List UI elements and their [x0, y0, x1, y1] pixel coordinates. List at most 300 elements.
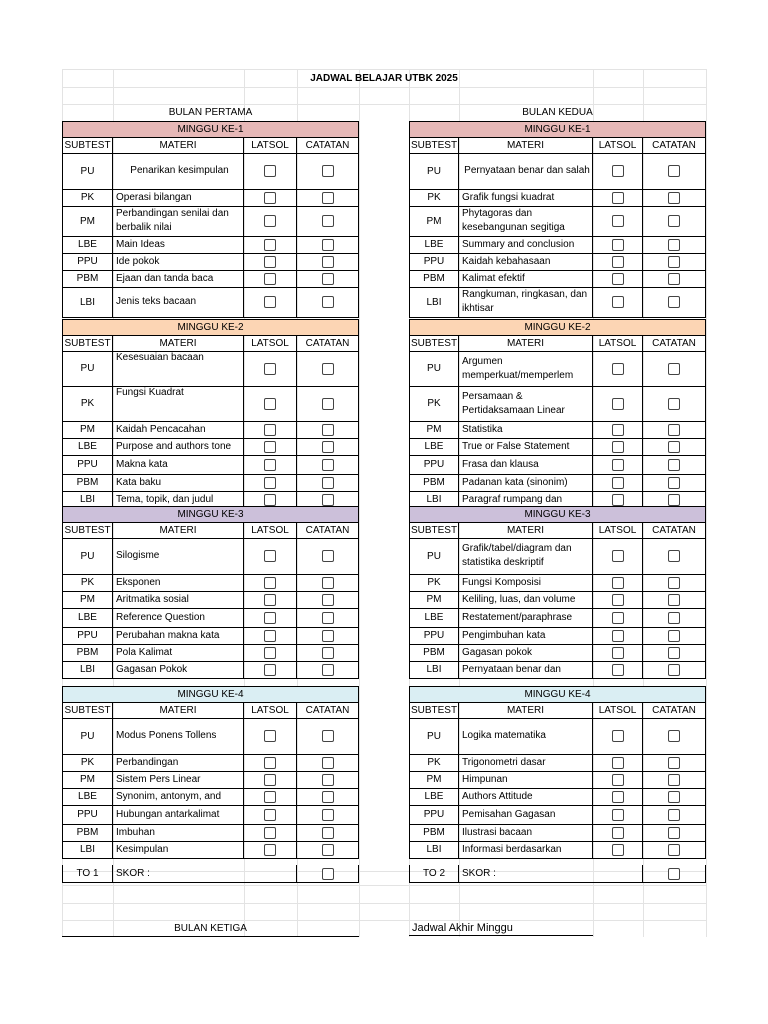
- column-header-row: [62, 702, 359, 719]
- catatan-checkbox[interactable]: [668, 664, 680, 676]
- latsol-checkbox[interactable]: [264, 165, 276, 177]
- catatan-checkbox[interactable]: [668, 550, 680, 562]
- catatan-checkbox[interactable]: [668, 844, 680, 856]
- latsol-checkbox[interactable]: [264, 459, 276, 471]
- latsol-cell: [244, 608, 297, 627]
- latsol-cell: [593, 627, 643, 644]
- gridline: [62, 885, 706, 886]
- latsol-checkbox[interactable]: [264, 398, 276, 410]
- latsol-checkbox[interactable]: [264, 630, 276, 642]
- subtest-cell: PPU: [409, 455, 459, 474]
- materi-cell: Fungsi Kuadrat: [113, 386, 244, 421]
- table-row: [62, 287, 359, 318]
- latsol-cell: [244, 805, 297, 824]
- catatan-cell: [643, 805, 706, 824]
- latsol-checkbox[interactable]: [612, 809, 624, 821]
- latsol-cell: [244, 206, 297, 236]
- latsol-cell: [593, 270, 643, 287]
- catatan-checkbox[interactable]: [668, 774, 680, 786]
- latsol-cell: [593, 206, 643, 236]
- catatan-checkbox[interactable]: [322, 550, 334, 562]
- latsol-cell: [593, 574, 643, 591]
- latsol-checkbox[interactable]: [612, 664, 624, 676]
- catatan-checkbox[interactable]: [322, 630, 334, 642]
- materi-cell: Grafik/tabel/diagram dan statistika deskriptif: [459, 538, 593, 574]
- catatan-cell: [297, 538, 359, 574]
- latsol-cell: [593, 608, 643, 627]
- catatan-checkbox[interactable]: [322, 459, 334, 471]
- week-banner: MINGGU KE-3: [62, 506, 359, 523]
- materi-cell: Paragraf rumpang dan: [459, 491, 593, 508]
- catatan-cell: [297, 438, 359, 455]
- catatan-cell: [643, 644, 706, 661]
- latsol-checkbox[interactable]: [612, 647, 624, 659]
- catatan-checkbox[interactable]: [322, 477, 334, 489]
- latsol-checkbox[interactable]: [264, 273, 276, 285]
- catatan-checkbox[interactable]: [322, 791, 334, 803]
- subtest-cell: LBE: [409, 788, 459, 805]
- catatan-checkbox[interactable]: [322, 494, 334, 506]
- latsol-cell: [593, 253, 643, 270]
- header-latsol: LATSOL: [593, 523, 643, 538]
- table-row: [62, 253, 359, 271]
- latsol-checkbox[interactable]: [612, 256, 624, 268]
- latsol-checkbox[interactable]: [264, 215, 276, 227]
- latsol-checkbox[interactable]: [264, 844, 276, 856]
- subtest-cell: PK: [62, 754, 113, 771]
- table-row: [62, 824, 359, 842]
- subtest-cell: PBM: [62, 644, 113, 661]
- catatan-cell: [643, 771, 706, 788]
- materi-cell: Persamaan & Pertidaksamaan Linear: [459, 386, 593, 421]
- latsol-checkbox[interactable]: [612, 630, 624, 642]
- latsol-cell: [593, 754, 643, 771]
- latsol-checkbox[interactable]: [612, 477, 624, 489]
- latsol-cell: [244, 644, 297, 661]
- latsol-checkbox[interactable]: [612, 192, 624, 204]
- subtest-cell: PM: [409, 421, 459, 438]
- catatan-cell: [643, 455, 706, 474]
- latsol-cell: [593, 386, 643, 421]
- catatan-checkbox[interactable]: [322, 441, 334, 453]
- week-banner: MINGGU KE-4: [62, 686, 359, 703]
- latsol-checkbox[interactable]: [612, 774, 624, 786]
- materi-cell: Trigonometri dasar: [459, 754, 593, 771]
- latsol-checkbox[interactable]: [264, 424, 276, 436]
- latsol-checkbox[interactable]: [264, 827, 276, 839]
- materi-cell: Padanan kata (sinonim): [459, 474, 593, 491]
- table-row: [409, 253, 706, 271]
- table-row: [409, 824, 706, 842]
- catatan-checkbox[interactable]: [322, 757, 334, 769]
- table-row: [409, 287, 706, 318]
- latsol-checkbox[interactable]: [264, 441, 276, 453]
- catatan-cell: [643, 474, 706, 491]
- catatan-checkbox[interactable]: [668, 441, 680, 453]
- latsol-cell: [244, 421, 297, 438]
- materi-cell: Kaidah Pencacahan: [113, 421, 244, 438]
- catatan-cell: [297, 189, 359, 206]
- catatan-cell: [643, 206, 706, 236]
- catatan-checkbox[interactable]: [668, 630, 680, 642]
- latsol-checkbox[interactable]: [264, 791, 276, 803]
- table-row: [62, 754, 359, 772]
- latsol-cell: [593, 788, 643, 805]
- materi-cell: Summary and conclusion: [459, 236, 593, 253]
- header-subtest: SUBTEST: [410, 525, 458, 536]
- month-label-right: BULAN KEDUA: [522, 107, 593, 118]
- latsol-cell: [244, 824, 297, 841]
- catatan-checkbox[interactable]: [322, 730, 334, 742]
- catatan-checkbox[interactable]: [322, 844, 334, 856]
- latsol-checkbox[interactable]: [612, 612, 624, 624]
- latsol-cell: [244, 474, 297, 491]
- catatan-cell: [297, 574, 359, 591]
- score-checkbox[interactable]: [668, 868, 680, 880]
- subtest-cell: PPU: [62, 627, 113, 644]
- latsol-checkbox[interactable]: [264, 774, 276, 786]
- table-row: [409, 351, 706, 387]
- catatan-checkbox[interactable]: [322, 577, 334, 589]
- materi-cell: Purpose and authors tone: [113, 438, 244, 455]
- latsol-checkbox[interactable]: [612, 459, 624, 471]
- catatan-cell: [297, 661, 359, 678]
- subtest-cell: PPU: [62, 455, 113, 474]
- catatan-cell: [297, 754, 359, 771]
- header-latsol: LATSOL: [593, 138, 643, 153]
- catatan-checkbox[interactable]: [322, 809, 334, 821]
- latsol-checkbox[interactable]: [612, 494, 624, 506]
- header-latsol: LATSOL: [593, 703, 643, 718]
- latsol-checkbox[interactable]: [264, 809, 276, 821]
- score-cell: [297, 865, 359, 882]
- latsol-checkbox[interactable]: [612, 296, 624, 308]
- latsol-checkbox[interactable]: [612, 730, 624, 742]
- catatan-checkbox[interactable]: [322, 363, 334, 375]
- table-row: [62, 189, 359, 207]
- materi-cell: Gagasan Pokok: [113, 661, 244, 678]
- materi-cell: Reference Question: [113, 608, 244, 627]
- materi-cell: Pemisahan Gagasan: [459, 805, 593, 824]
- catatan-checkbox[interactable]: [668, 791, 680, 803]
- catatan-checkbox[interactable]: [668, 256, 680, 268]
- catatan-checkbox[interactable]: [322, 647, 334, 659]
- subtest-cell: PPU: [62, 253, 113, 270]
- header-subtest: SUBTEST: [62, 138, 113, 153]
- table-row: [62, 438, 359, 456]
- catatan-checkbox[interactable]: [668, 398, 680, 410]
- catatan-checkbox[interactable]: [322, 827, 334, 839]
- catatan-cell: [297, 270, 359, 287]
- latsol-checkbox[interactable]: [264, 594, 276, 606]
- table-row: [409, 270, 706, 288]
- materi-cell: Kaidah kebahasaan: [459, 253, 593, 270]
- latsol-cell: [244, 788, 297, 805]
- latsol-checkbox[interactable]: [264, 494, 276, 506]
- header-materi: MATERI: [113, 138, 244, 153]
- catatan-cell: [643, 421, 706, 438]
- catatan-checkbox[interactable]: [668, 215, 680, 227]
- catatan-checkbox[interactable]: [668, 459, 680, 471]
- latsol-checkbox[interactable]: [612, 827, 624, 839]
- subtest-cell: LBE: [62, 438, 113, 455]
- subtest-cell: PU: [409, 538, 459, 574]
- latsol-checkbox[interactable]: [264, 192, 276, 204]
- catatan-cell: [297, 788, 359, 805]
- catatan-cell: [297, 386, 359, 421]
- subtest-cell: LBE: [62, 236, 113, 253]
- subtest-cell: PM: [62, 421, 113, 438]
- table-row: [409, 754, 706, 772]
- footer-right-label: Jadwal Akhir Minggu: [409, 921, 593, 936]
- table-row: [62, 351, 359, 387]
- subtest-cell: PPU: [409, 805, 459, 824]
- materi-cell: Pernyataan benar dan: [459, 661, 593, 678]
- catatan-checkbox[interactable]: [668, 809, 680, 821]
- catatan-cell: [297, 351, 359, 386]
- materi-cell: Statistika: [459, 421, 593, 438]
- latsol-checkbox[interactable]: [264, 757, 276, 769]
- materi-cell: Silogisme: [113, 538, 244, 574]
- catatan-checkbox[interactable]: [322, 424, 334, 436]
- header-latsol: LATSOL: [593, 336, 643, 351]
- materi-cell: Ejaan dan tanda baca: [113, 270, 244, 287]
- latsol-cell: [244, 771, 297, 788]
- subtest-cell: PU: [62, 538, 113, 574]
- column-header-row: [409, 335, 706, 352]
- latsol-cell: [593, 189, 643, 206]
- table-row: [62, 591, 359, 609]
- catatan-cell: [297, 771, 359, 788]
- latsol-checkbox[interactable]: [264, 296, 276, 308]
- catatan-checkbox[interactable]: [668, 827, 680, 839]
- header-subtest: SUBTEST: [62, 703, 113, 718]
- table-row: [62, 386, 359, 422]
- table-row: [409, 591, 706, 609]
- materi-cell: Penarikan kesimpulan: [113, 153, 244, 189]
- column-header-row: [62, 522, 359, 539]
- catatan-checkbox[interactable]: [668, 477, 680, 489]
- latsol-checkbox[interactable]: [612, 239, 624, 251]
- catatan-cell: [643, 270, 706, 287]
- catatan-checkbox[interactable]: [322, 165, 334, 177]
- header-catatan: CATATAN: [643, 523, 706, 538]
- catatan-checkbox[interactable]: [322, 215, 334, 227]
- subtest-cell: LBI: [62, 661, 113, 678]
- latsol-cell: [593, 841, 643, 858]
- catatan-checkbox[interactable]: [668, 577, 680, 589]
- catatan-cell: [643, 627, 706, 644]
- subtest-cell: PBM: [62, 824, 113, 841]
- latsol-checkbox[interactable]: [264, 577, 276, 589]
- catatan-checkbox[interactable]: [322, 273, 334, 285]
- materi-cell: Kata baku: [113, 474, 244, 491]
- latsol-cell: [593, 438, 643, 455]
- catatan-cell: [297, 153, 359, 189]
- score-label: SKOR :: [113, 865, 297, 882]
- materi-cell: Himpunan: [459, 771, 593, 788]
- latsol-checkbox[interactable]: [264, 647, 276, 659]
- catatan-checkbox[interactable]: [322, 296, 334, 308]
- header-materi: MATERI: [459, 703, 593, 718]
- catatan-cell: [643, 386, 706, 421]
- subtest-cell: PBM: [62, 270, 113, 287]
- gridline: [62, 903, 706, 904]
- table-row: [62, 236, 359, 254]
- score-checkbox[interactable]: [322, 868, 334, 880]
- materi-cell: Keliling, luas, dan volume: [459, 591, 593, 608]
- subtest-cell: PK: [62, 386, 113, 421]
- latsol-checkbox[interactable]: [612, 757, 624, 769]
- latsol-cell: [244, 661, 297, 678]
- subtest-cell: PK: [62, 189, 113, 206]
- catatan-cell: [643, 754, 706, 771]
- latsol-checkbox[interactable]: [264, 239, 276, 251]
- latsol-checkbox[interactable]: [264, 612, 276, 624]
- header-materi: MATERI: [113, 523, 244, 538]
- catatan-cell: [643, 287, 706, 317]
- latsol-cell: [244, 270, 297, 287]
- catatan-checkbox[interactable]: [322, 192, 334, 204]
- latsol-checkbox[interactable]: [612, 363, 624, 375]
- table-row: [409, 421, 706, 439]
- table-row: [409, 718, 706, 755]
- latsol-cell: [593, 153, 643, 189]
- catatan-checkbox[interactable]: [668, 612, 680, 624]
- subtest-cell: PU: [409, 351, 459, 386]
- table-row: [409, 455, 706, 475]
- catatan-checkbox[interactable]: [668, 594, 680, 606]
- header-catatan: CATATAN: [643, 336, 706, 351]
- catatan-checkbox[interactable]: [322, 594, 334, 606]
- latsol-checkbox[interactable]: [612, 844, 624, 856]
- table-row: [62, 661, 359, 679]
- latsol-checkbox[interactable]: [264, 550, 276, 562]
- week-banner: MINGGU KE-2: [62, 319, 359, 336]
- latsol-checkbox[interactable]: [612, 550, 624, 562]
- materi-cell: Perbandingan senilai dan berbalik nilai: [113, 206, 244, 236]
- header-materi: MATERI: [459, 138, 593, 153]
- table-row: [409, 236, 706, 254]
- catatan-checkbox[interactable]: [668, 647, 680, 659]
- score-cell: [643, 865, 706, 882]
- table-row: [409, 771, 706, 789]
- catatan-cell: [643, 438, 706, 455]
- latsol-cell: [244, 287, 297, 317]
- subtest-cell: PU: [409, 153, 459, 189]
- subtest-cell: PM: [62, 771, 113, 788]
- subtest-cell: PM: [62, 591, 113, 608]
- catatan-checkbox[interactable]: [668, 296, 680, 308]
- table-row: [409, 153, 706, 190]
- header-materi: MATERI: [113, 703, 244, 718]
- table-row: [62, 538, 359, 575]
- catatan-checkbox[interactable]: [668, 730, 680, 742]
- subtest-cell: PBM: [409, 474, 459, 491]
- materi-cell: Pernyataan benar dan salah: [459, 153, 593, 189]
- catatan-checkbox[interactable]: [668, 192, 680, 204]
- subtest-cell: PM: [409, 771, 459, 788]
- catatan-checkbox[interactable]: [322, 664, 334, 676]
- latsol-cell: [593, 287, 643, 317]
- footer-left-label: BULAN KETIGA: [62, 921, 359, 937]
- catatan-checkbox[interactable]: [322, 774, 334, 786]
- latsol-cell: [593, 236, 643, 253]
- subtest-cell: LBE: [409, 608, 459, 627]
- subtest-cell: LBI: [409, 287, 459, 317]
- subtest-cell: LBE: [62, 788, 113, 805]
- column-header-row: [62, 335, 359, 352]
- latsol-cell: [244, 574, 297, 591]
- materi-cell: Aritmatika sosial: [113, 591, 244, 608]
- catatan-cell: [643, 253, 706, 270]
- catatan-cell: [297, 841, 359, 858]
- subtest-cell: PU: [62, 718, 113, 754]
- table-row: [409, 841, 706, 859]
- latsol-cell: [593, 421, 643, 438]
- catatan-cell: [643, 351, 706, 386]
- catatan-checkbox[interactable]: [668, 239, 680, 251]
- subtest-cell: PK: [409, 754, 459, 771]
- latsol-checkbox[interactable]: [612, 398, 624, 410]
- catatan-cell: [297, 644, 359, 661]
- catatan-checkbox[interactable]: [322, 398, 334, 410]
- header-catatan: CATATAN: [297, 703, 359, 718]
- page-title: JADWAL BELAJAR UTBK 2025: [310, 73, 458, 84]
- latsol-checkbox[interactable]: [612, 577, 624, 589]
- table-row: [62, 788, 359, 806]
- subtest-cell: LBI: [62, 841, 113, 858]
- latsol-checkbox[interactable]: [264, 664, 276, 676]
- latsol-checkbox[interactable]: [264, 256, 276, 268]
- table-row: [62, 771, 359, 789]
- latsol-checkbox[interactable]: [612, 791, 624, 803]
- latsol-checkbox[interactable]: [612, 165, 624, 177]
- latsol-checkbox[interactable]: [612, 594, 624, 606]
- latsol-checkbox[interactable]: [612, 215, 624, 227]
- catatan-cell: [297, 608, 359, 627]
- latsol-checkbox[interactable]: [612, 424, 624, 436]
- latsol-checkbox[interactable]: [612, 441, 624, 453]
- materi-cell: Informasi berdasarkan: [459, 841, 593, 858]
- table-row: [409, 438, 706, 456]
- catatan-checkbox[interactable]: [668, 363, 680, 375]
- catatan-checkbox[interactable]: [668, 494, 680, 506]
- catatan-checkbox[interactable]: [668, 273, 680, 285]
- materi-cell: Phytagoras dan kesebangunan segitiga: [459, 206, 593, 236]
- table-row: [409, 608, 706, 628]
- catatan-checkbox[interactable]: [322, 256, 334, 268]
- latsol-checkbox[interactable]: [264, 730, 276, 742]
- catatan-checkbox[interactable]: [322, 239, 334, 251]
- header-subtest: SUBTEST: [410, 705, 458, 716]
- catatan-checkbox[interactable]: [668, 165, 680, 177]
- catatan-checkbox[interactable]: [668, 424, 680, 436]
- materi-cell: Ilustrasi bacaan: [459, 824, 593, 841]
- materi-cell: Logika matematika: [459, 718, 593, 754]
- latsol-checkbox[interactable]: [612, 273, 624, 285]
- latsol-checkbox[interactable]: [264, 363, 276, 375]
- subtest-cell: PK: [409, 386, 459, 421]
- latsol-cell: [593, 718, 643, 754]
- week-banner: MINGGU KE-1: [62, 121, 359, 138]
- catatan-checkbox[interactable]: [668, 757, 680, 769]
- catatan-checkbox[interactable]: [322, 612, 334, 624]
- catatan-cell: [297, 591, 359, 608]
- latsol-cell: [244, 455, 297, 474]
- latsol-checkbox[interactable]: [264, 477, 276, 489]
- subtest-cell: PPU: [409, 627, 459, 644]
